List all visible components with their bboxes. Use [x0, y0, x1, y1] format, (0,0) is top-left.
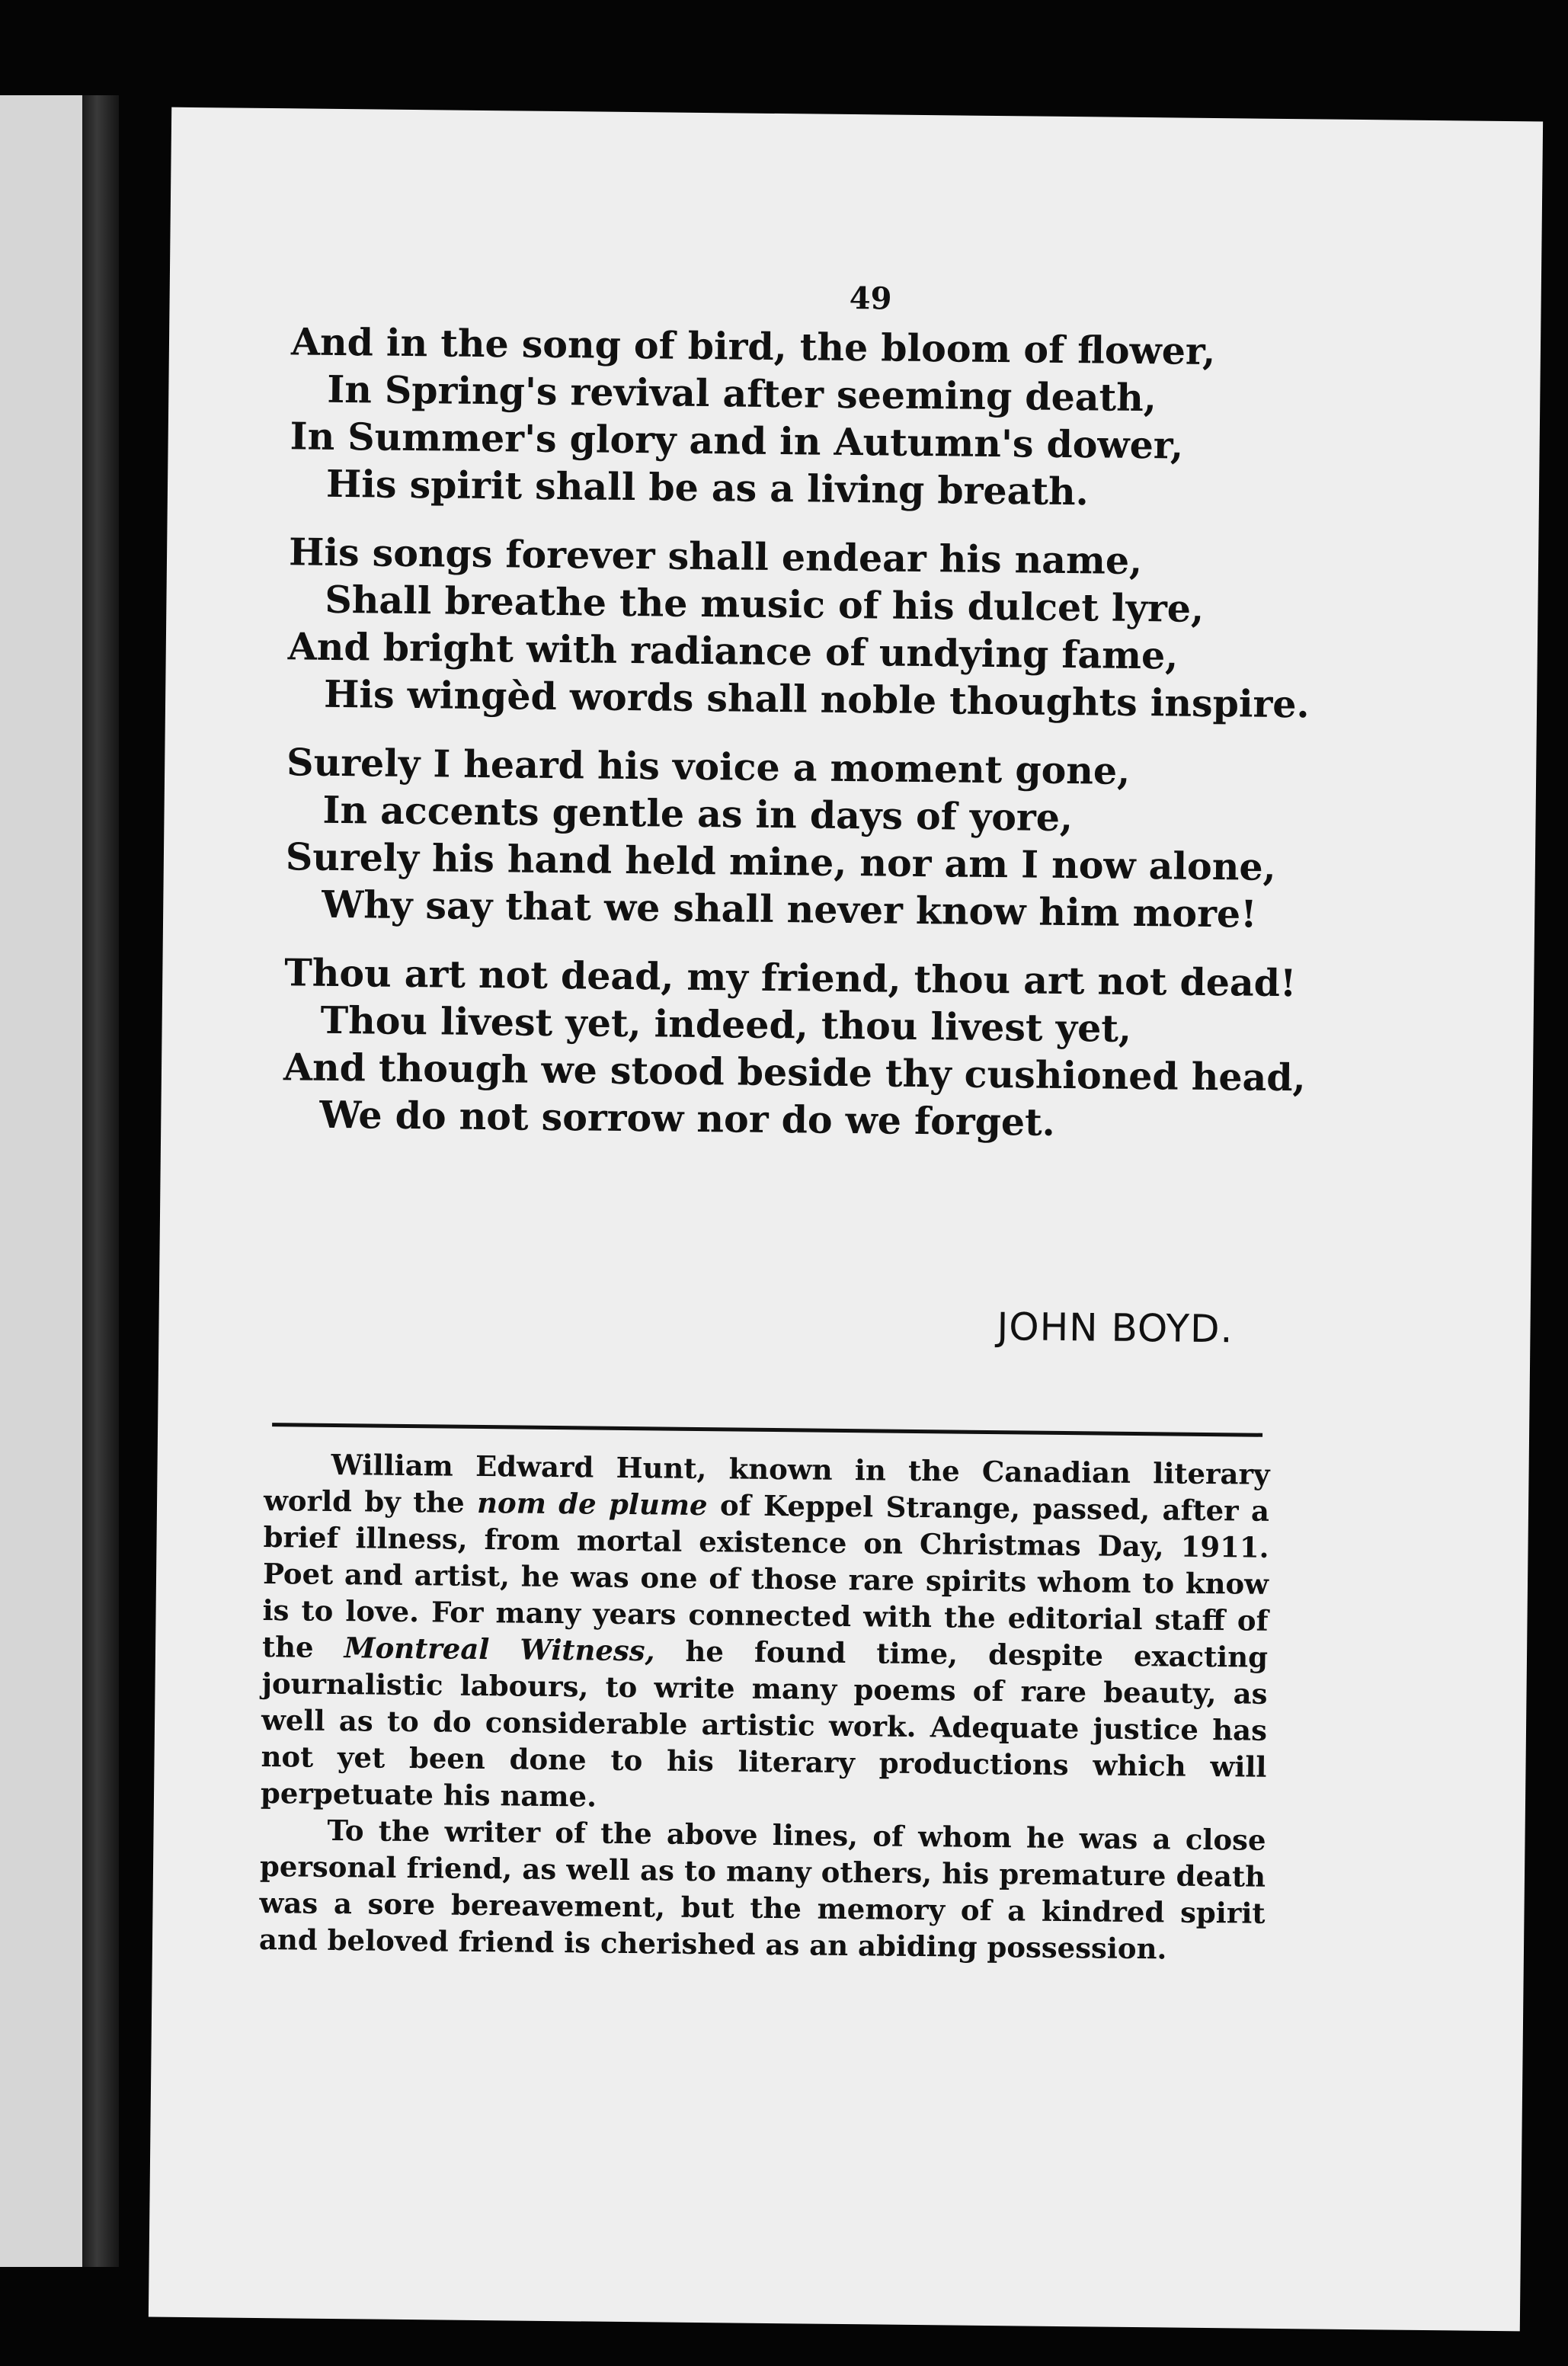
poem-line: His spirit shall be as a living breath.	[325, 461, 1089, 514]
book-page	[149, 107, 1543, 2332]
stanza-1	[290, 318, 1450, 519]
poem	[283, 318, 1449, 1171]
poem-line: In Spring's revival after seeming death,	[327, 367, 1157, 421]
poem-line: And in the song of bird, the bloom of flower,	[290, 319, 1216, 374]
poem-line: We do not sorrow nor do we forget.	[319, 1092, 1056, 1145]
facing-page-edge	[0, 95, 91, 2267]
footnote-text: of Keppel Strange, passed, after a brief illness, from mortal existence on Christmas Day, 1911. Poet and artist, he was one of those rare spirits whom to know is to love. For many years connected with the editorial staff of the	[261, 1488, 1270, 1665]
stanza-3	[285, 738, 1445, 940]
footnote-italic-title: Montreal Witness,	[344, 1631, 655, 1668]
poem-line: Surely his hand held mine, nor am I now alone,	[285, 834, 1276, 889]
poem-line: Why say that we shall never know him more!	[321, 882, 1257, 936]
footnote-italic-term: nom de plume	[476, 1485, 708, 1522]
footnote-divider	[272, 1423, 1262, 1437]
stanza-2	[287, 528, 1448, 729]
book-spine	[82, 95, 119, 2267]
footnote-paragraph-1	[261, 1446, 1270, 1822]
page-number: 49	[849, 280, 892, 317]
poem-line: In Summer's glory and in Autumn's dower,	[290, 414, 1184, 468]
footnote-paragraph-2: To the writer of the above lines, of whom he was a close personal friend, as well as to many others, his premature death was a sore bereavement, but the memory of a kindred spirit and beloved friend is cherished as an abiding possession.	[258, 1813, 1266, 1966]
poem-line: His songs forever shall endear his name,	[288, 530, 1143, 584]
poem-line: Surely I heard his voice a moment gone,	[286, 740, 1131, 793]
poem-line: Thou art not dead, my friend, thou art not dead!	[284, 950, 1297, 1006]
footnote-text: he found time, despite exacting journalistic labours, to write many poems of rare beauty, as well as to do considerable artistic work. Adequate justice has not yet been done to his literary productions which will perpetuate his name.	[260, 1634, 1269, 1814]
poem-line: His wingèd words shall noble thoughts inspire.	[323, 671, 1310, 727]
poem-line: And though we stood beside thy cushioned head,	[283, 1045, 1306, 1100]
poem-line: In accents gentle as in days of yore,	[322, 787, 1074, 840]
author-signature: JOHN BOYD.	[997, 1305, 1234, 1352]
poem-line: Shall breathe the music of his dulcet lyre,	[325, 577, 1205, 631]
poem-line: Thou livest yet, indeed, thou livest yet,	[320, 997, 1132, 1051]
stanza-4	[283, 949, 1443, 1150]
footnote-text: William Edward Hunt, known in the Canadian literary world by the	[263, 1447, 1270, 1519]
footnote	[259, 1446, 1270, 1968]
poem-line: And bright with radiance of undying fame,	[287, 624, 1179, 678]
